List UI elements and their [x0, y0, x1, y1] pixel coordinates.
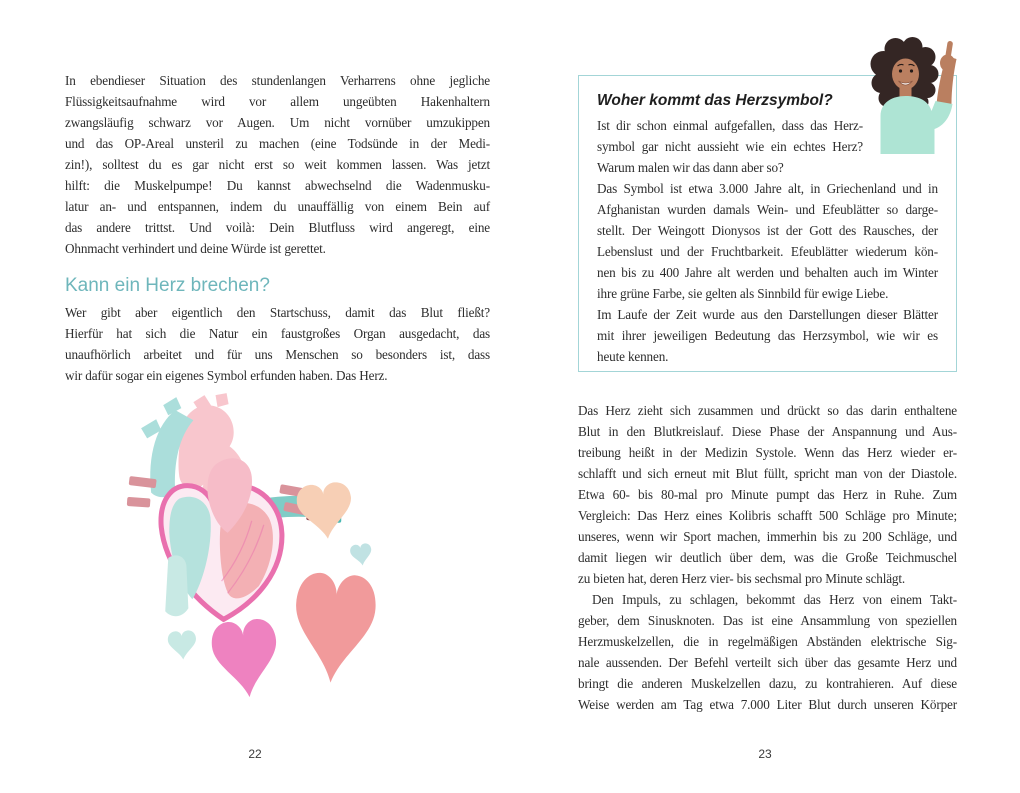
presenter-photo [860, 36, 970, 154]
info-box-heading: Woher kommt das Herzsymbol? [597, 92, 833, 109]
paragraph: Ist dir schon einmal aufgefallen, dass das Herz- symbol gar nicht aussieht wie ein echtes Herz? Warum malen wir das dann aber so? [597, 118, 863, 175]
paragraph: Wer gibt aber eigentlich den Startschuss, damit das Blut fließt? Hierfür hat sich die Natur ein faustgroßes Organ ausgedacht, das unaufhörlich arbeitet und für uns Menschen so besonders ist, dass wir dafür sogar ein eigenes Symbol erfunden haben. Das Herz. [65, 305, 490, 383]
heart-icon [349, 543, 373, 567]
page-number-right: 23 [758, 747, 772, 761]
paragraph: Im Laufe der Zeit wurde aus den Darstellungen dieser Blätter mit ihrer jeweiligen Bedeutung das Herzsymbol, wie wir es heute kennen. [597, 307, 938, 364]
paragraph: Den Impuls, zu schlagen, bekommt das Herz von einem Takt- geber, dem Sinusknoten. Das ist eine Ansammlung von speziellen Herzmuskelzellen, die in regelmäßigen Abständen elektrische Sig- nale aussenden. Der Befehl verteilt sich über das gesamte Herz und bringt die anderen Muskelzellen dazu, zu kontrahieren. Auf diese Weise werden am Tag etwa 7.000 Liter Blut durch unseren Körper [578, 592, 957, 712]
page-number-left: 22 [248, 747, 262, 761]
paragraph: Das Symbol ist etwa 3.000 Jahre alt, in Griechenland und in Afghanistan wurden damals Wein- und Efeublätter so darge- stellt. Der Weingott Dionysos ist der Gott des Rausches, der Lebenslust und der Fruchtbarkeit. Efeublätter wiederum kön- nen bis zu 400 Jahre alt werden und behalten auch im Winter ihre grüne Farbe, sie gelten als Sinnbild für ewige Liebe. [597, 181, 938, 301]
mint-shirt [881, 96, 953, 154]
paragraph: In ebendieser Situation des stundenlangen Verharrens ohne jegliche Flüssigkeitsaufnahme wird vor allem ungeübten Hakenhaltern zwangsläufig schwarz vor Augen. Um nicht vornüber umzukippen und das OP-Areal unsteril zu machen (eine Todsünde in der Medi- zin!), solltest du es gar nicht erst so weit kommen lassen. Was jetzt hilft: die Muskelpumpe! Du kannst abwechselnd die Wadenmusku- latur an- und entspannen, indem du unauffällig von einem Bein auf das andere trittst. Und voilà: Dein Blutfluss wird angeregt, eine Ohnmacht verhindert und deine Würde ist gerettet. [65, 73, 490, 256]
paragraph: Das Herz zieht sich zusammen und drückt so das darin enthaltene Blut in den Blutkreislauf. Diese Phase der Anspannung und Aus- treibung heißt in der Medizin Systole. Wenn das Herz wieder er- schlafft und sich erneut mit Blut füllt, spricht man von der Diastole. Etwa 60- bis 80-mal pro Minute pumpt das Herz in Ruhe. Zum Vergleich: Das Herz eines Kolibris schafft 500 Schläge pro Minute; unseres, wenn wir Sport machen, immerhin bis zu 200 Schläge, und damit liegen wir deutlich über dem, was die Große Teichmuschel zu bieten hat, deren Herz vier- bis sechsmal pro Minute schlägt. [578, 403, 957, 586]
heart-illustration [123, 392, 475, 724]
heart-icon [210, 617, 282, 700]
heart-icon [291, 571, 378, 685]
left-text-column [65, 70, 490, 386]
heart-icon [167, 630, 197, 661]
pointing-finger [940, 41, 955, 72]
right-text-column [578, 400, 957, 715]
face [892, 59, 919, 90]
page-right [510, 0, 1020, 793]
heart-icon [295, 481, 355, 542]
section-heading: Kann ein Herz brechen? [65, 275, 270, 296]
